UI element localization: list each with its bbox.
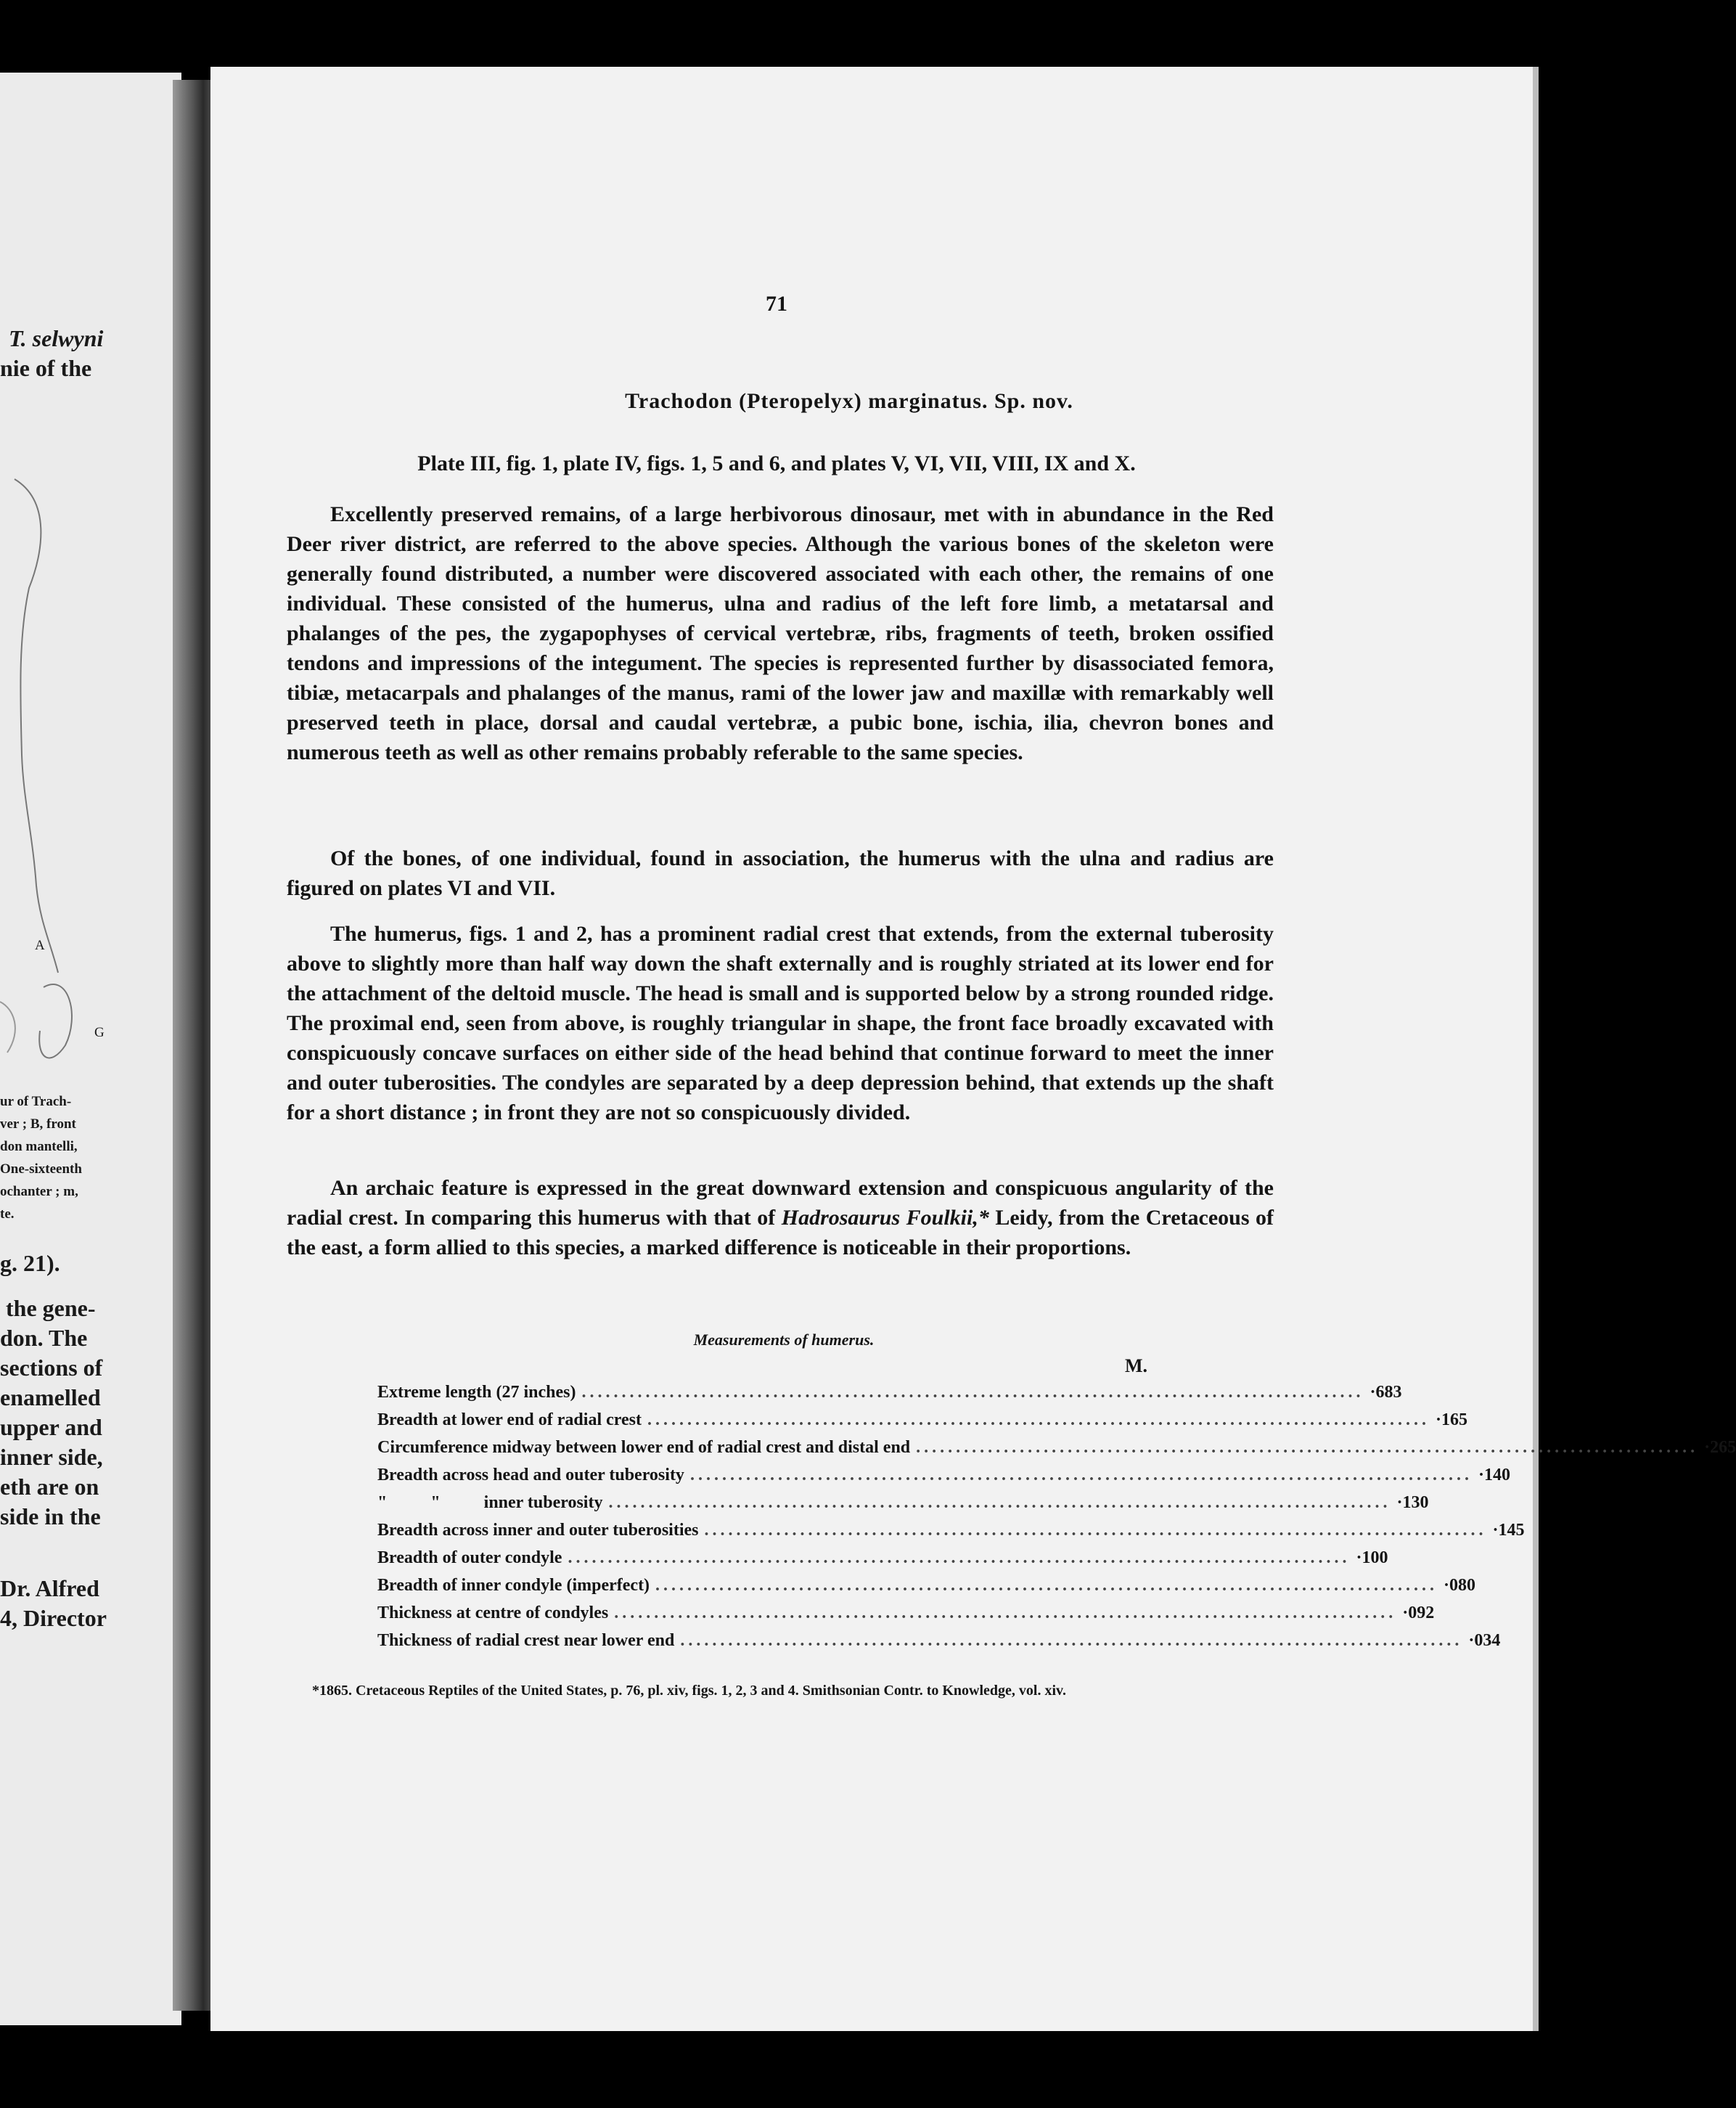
page-number: 71 xyxy=(766,292,787,316)
left-line: side in the xyxy=(0,1503,101,1529)
paragraph: Of the bones, of one individual, found in association, the humerus with the ulna and radius are figured on plates VI and VII. xyxy=(287,846,1274,900)
measurements-unit: M. xyxy=(1125,1355,1148,1376)
left-line: inner side, xyxy=(0,1444,103,1470)
measurement-row: " " inner tuberosity .................................................................................................. ·130 xyxy=(377,1493,1429,1512)
caption-line: ver ; B, front xyxy=(0,1116,76,1132)
measurements-caption: Measurements of humerus. xyxy=(693,1331,875,1349)
figure-letter: G xyxy=(94,1025,105,1040)
footnote: *1865. Cretaceous Reptiles of the United States, p. 76, pl. xiv, figs. 1, 2, 3 and 4. Smithsonian Contr. to Knowledge, vol. xiv. xyxy=(312,1683,1066,1699)
caption-line: te. xyxy=(0,1206,15,1222)
italic-species-name: Hadrosaurus Foulkii,* xyxy=(781,1206,989,1230)
paragraph: An archaic feature is expressed in the great downward extension and conspicuous angularity of the radial crest. In comparing this humerus with that of Hadrosaurus Foulkii,* Leidy, from the Cretaceous of the east, a form allied to this species, a marked difference is noticeable in their proportions. xyxy=(287,1176,1274,1259)
left-line: eth are on xyxy=(0,1474,99,1500)
left-line: nie of the xyxy=(0,355,92,381)
page-edge xyxy=(1533,67,1539,2031)
measurement-row: Breadth at lower end of radial crest .................................................................................................. ·165 xyxy=(377,1410,1467,1429)
left-line: the gene- xyxy=(6,1295,96,1321)
caption-line: ur of Trach- xyxy=(0,1094,72,1109)
left-line: Dr. Alfred xyxy=(0,1575,99,1601)
left-line: T. selwyni xyxy=(9,325,104,351)
measurement-row: Thickness of radial crest near lower end .................................................................................................. ·034 xyxy=(377,1631,1501,1650)
measurement-row: Circumference midway between lower end of radial crest and distal end .................................................................................................. ·265 xyxy=(377,1438,1736,1457)
paragraph: Excellently preserved remains, of a large herbivorous dinosaur, met with in abundance in the Red Deer river district, are referred to the above species. Although the various bones of the skeleton were generally found distributed, a number were discovered associated with each other, the remains of one individual. These consisted of the humerus, ulna and radius of the left fore limb, a metatarsal and phalanges of the pes, the zygapophyses of cervical vertebræ, ribs, fragments of teeth, broken ossified tendons and impressions of the integument. The species is represented further by disassociated femora, tibiæ, metacarpals and phalanges of the manus, rami of the lower jaw and maxillæ with remarkably well preserved teeth in place, dorsal and caudal vertebræ, a pubic bone, ischia, ilia, chevron bones and numerous teeth as well as other remains probably referable to the same species. xyxy=(287,502,1274,764)
caption-line: One-sixteenth xyxy=(0,1161,82,1177)
measurement-row: Breadth across inner and outer tuberosities .................................................................................................. ·145 xyxy=(377,1521,1525,1540)
measurement-row: Extreme length (27 inches) .................................................................................................. ·683 xyxy=(377,1383,1402,1402)
measurements-table xyxy=(377,1383,1736,1659)
caption-line: don mantelli, xyxy=(0,1139,78,1154)
measurement-row: Breadth of outer condyle .................................................................................................. ·100 xyxy=(377,1548,1388,1567)
plates-reference: Plate III, fig. 1, plate IV, figs. 1, 5 and 6, and plates V, VI, VII, VIII, IX and X. xyxy=(417,452,1136,475)
left-line: 4, Director xyxy=(0,1605,107,1631)
measurement-row: Breadth across head and outer tuberosity .................................................................................................. ·140 xyxy=(377,1466,1510,1484)
paragraph: The humerus, figs. 1 and 2, has a prominent radial crest that extends, from the external tuberosity above to slightly more than half way down the shaft externally and is roughly striated at its lower end for the attachment of the deltoid muscle. The head is small and is supported below by a strong rounded ridge. The proximal end, seen from above, is roughly triangular in shape, the front face broadly excavated with conspicuously concave surfaces on either side of the head behind that continue forward to meet the inner and outer tuberosities. The condyles are separated by a deep depression behind, that extends up the shaft for a short distance ; in front they are not so conspicuously divided. xyxy=(287,922,1274,1124)
figure-letter: A xyxy=(35,938,45,953)
measurement-row: Breadth of inner condyle (imperfect) .................................................................................................. ·080 xyxy=(377,1576,1476,1595)
left-line: don. The xyxy=(0,1325,88,1351)
left-line: enamelled xyxy=(0,1384,101,1410)
femur-figure xyxy=(0,479,116,1082)
left-line: sections of xyxy=(0,1355,103,1381)
left-page xyxy=(0,73,181,2025)
caption-line: ochanter ; m, xyxy=(0,1184,78,1199)
left-line: upper and xyxy=(0,1414,102,1440)
left-line: g. 21). xyxy=(0,1250,60,1276)
measurement-row: Thickness at centre of condyles .................................................................................................. ·092 xyxy=(377,1604,1435,1622)
section-title: Trachodon (Pteropelyx) marginatus. Sp. nov. xyxy=(625,389,1073,413)
